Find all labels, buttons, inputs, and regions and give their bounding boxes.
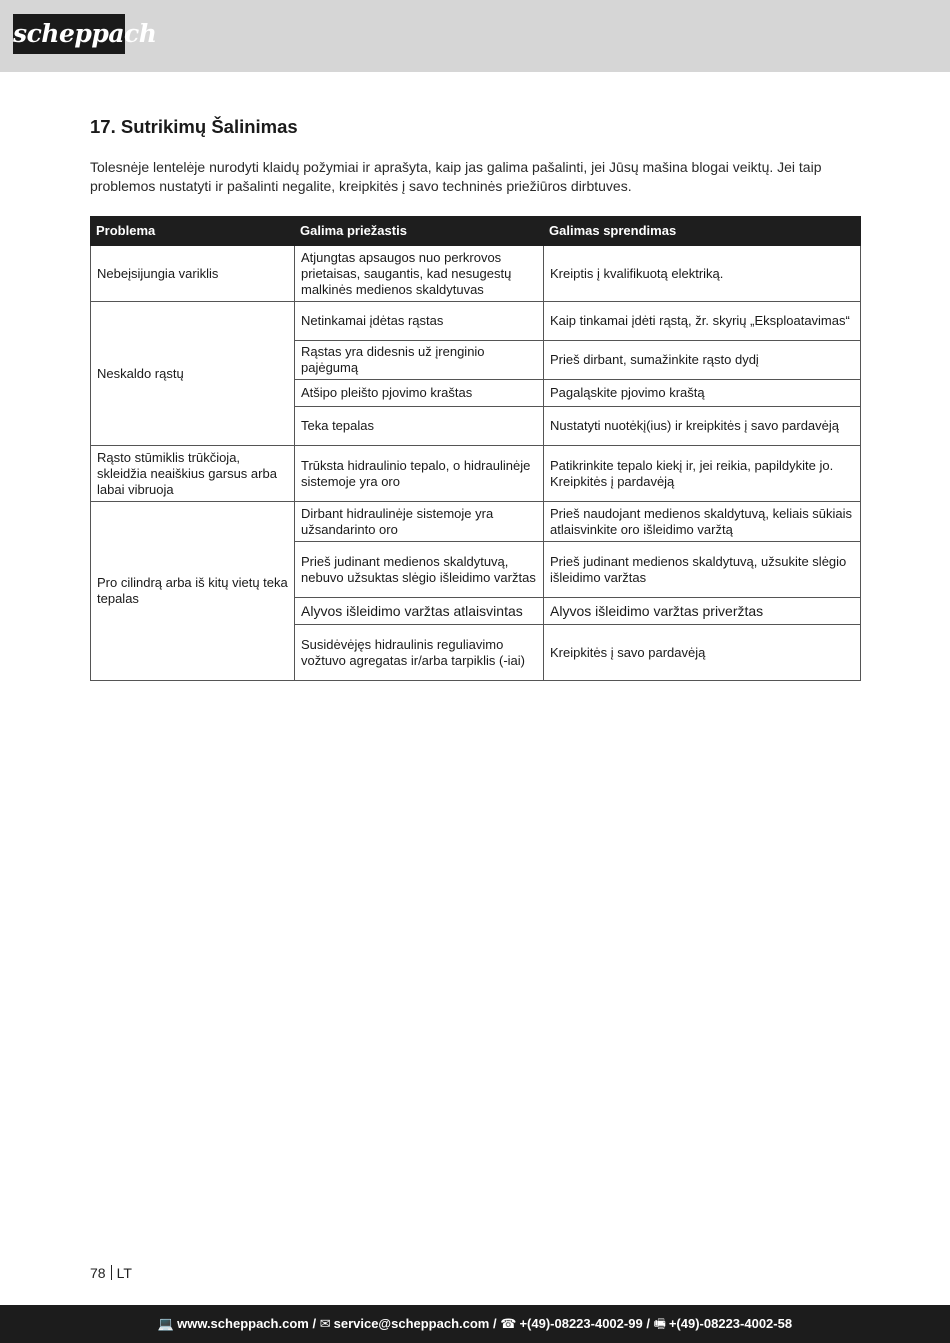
solution-cell: Nustatyti nuotėkį(ius) ir kreipkitės į savo pardavėją [544, 407, 861, 446]
header-cause: Galima priežastis [295, 217, 544, 246]
page-footer-label [90, 1265, 132, 1281]
header-problem: Problema [91, 217, 295, 246]
cause-cell: Prieš judinant medienos skaldytuvą, nebuvo užsuktas slėgio išleidimo varžtas [295, 542, 544, 598]
cause-cell: Dirbant hidraulinėje sistemoje yra užsandarinto oro [295, 502, 544, 542]
solution-cell: Alyvos išleidimo varžtas priveržtas [544, 598, 861, 625]
footer-separator: / [493, 1316, 497, 1331]
email-link[interactable]: service@scheppach.com [333, 1316, 490, 1331]
cause-cell: Susidėvėjęs hidraulinis reguliavimo vožtuvo agregatas ir/arba tarpiklis (-iai) [295, 625, 544, 681]
intro-paragraph: Tolesnėje lentelėje nurodyti klaidų požymiai ir aprašyta, kaip jas galima pašalinti, jei Jūsų mašina blogai veiktų. Jei taip problemos nustatyti ir pašalinti negalite, kreipkitės į savo techninės priežiūros dirbtuves. [90, 159, 822, 194]
cause-cell: Atšipo pleišto pjovimo kraštas [295, 380, 544, 407]
solution-cell: Kreipkitės į savo pardavėją [544, 625, 861, 681]
cause-cell: Netinkamai įdėtas rąstas [295, 302, 544, 341]
solution-cell: Prieš dirbant, sumažinkite rąsto dydį [544, 341, 861, 380]
envelope-icon: ✉ [319, 1316, 331, 1331]
table-row [91, 302, 861, 341]
cause-cell: Alyvos išleidimo varžtas atlaisvintas [295, 598, 544, 625]
contact-footer [0, 1305, 950, 1343]
problem-cell: Rąsto stūmiklis trūkčioja, skleidžia neaiškius garsus arba labai vibruoja [91, 446, 295, 502]
cause-cell: Atjungtas apsaugos nuo perkrovos prietaisas, saugantis, kad nesugestų malkinės medienos skaldytuvas [295, 246, 544, 302]
table-row [91, 502, 861, 542]
solution-cell: Prieš judinant medienos skaldytuvą, užsukite slėgio išleidimo varžtas [544, 542, 861, 598]
page-number: 78 [90, 1265, 106, 1281]
footer-separator: / [646, 1316, 650, 1331]
phone-number[interactable]: +(49)-08223-4002-99 [519, 1316, 643, 1331]
solution-cell: Prieš naudojant medienos skaldytuvą, keliais sūkiais atlaisvinkite oro išleidimo varžtą [544, 502, 861, 542]
fax-number: +(49)-08223-4002-58 [668, 1316, 793, 1331]
problem-cell: Nebeįsijungia variklis [91, 246, 295, 302]
cause-cell: Rąstas yra didesnis už įrenginio pajėgumą [295, 341, 544, 380]
problem-cell: Pro cilindrą arba iš kitų vietų teka tepalas [91, 502, 295, 681]
cause-cell: Trūksta hidraulinio tepalo, o hidraulinėje sistemoje yra oro [295, 446, 544, 502]
footer-separator: / [312, 1316, 317, 1331]
troubleshooting-table [90, 216, 861, 681]
fax-icon: 🖷 [653, 1316, 666, 1331]
solution-cell: Kreiptis į kvalifikuotą elektriką. [544, 246, 861, 302]
header-solution: Galimas sprendimas [544, 217, 861, 246]
solution-cell: Patikrinkite tepalo kiekį ir, jei reikia, papildykite jo. Kreipkitės į pardavėją [544, 446, 861, 502]
page-separator [111, 1265, 112, 1280]
solution-cell: Kaip tinkamai įdėti rąstą, žr. skyrių „Eksploatavimas“ [544, 302, 861, 341]
telephone-icon: ☎ [500, 1316, 517, 1331]
problem-cell: Neskaldo rąstų [91, 302, 295, 446]
table-row [91, 246, 861, 302]
brand-logo: scheppach [13, 14, 125, 54]
table-header-row [91, 217, 861, 246]
solution-cell: Pagaląskite pjovimo kraštą [544, 380, 861, 407]
computer-icon: 💻 [157, 1316, 175, 1331]
website-link[interactable]: www.scheppach.com [177, 1316, 309, 1331]
table-row [91, 446, 861, 502]
page-title: 17. Sutrikimų Šalinimas [90, 116, 298, 137]
cause-cell: Teka tepalas [295, 407, 544, 446]
language-code: LT [116, 1265, 132, 1281]
